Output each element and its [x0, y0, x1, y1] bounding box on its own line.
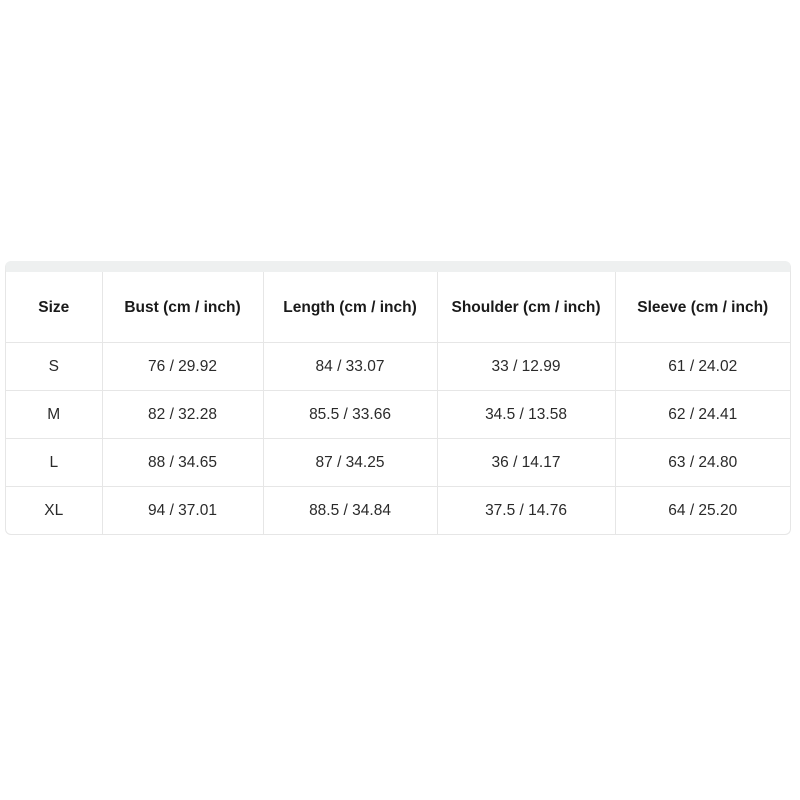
sleeve-cell: 61 / 24.02: [615, 343, 790, 391]
sleeve-cell: 64 / 25.20: [668, 501, 738, 519]
length-cell: 84 / 33.07: [263, 343, 437, 391]
column-header-shoulder: Shoulder (cm / inch): [437, 272, 615, 343]
length-cell: 87 / 34.25: [263, 439, 437, 487]
bust-cell: 76 / 29.92: [102, 343, 263, 391]
table-row: [6, 439, 790, 487]
size-cell: XL: [6, 487, 102, 535]
column-header-size: Size: [6, 272, 102, 343]
bust-cell: 94 / 37.01: [102, 487, 263, 535]
size-chart-container: [5, 261, 791, 535]
shoulder-cell: 37.5 / 14.76: [437, 487, 615, 535]
bust-cell: 88 / 34.65: [102, 439, 263, 487]
shoulder-cell: 33 / 12.99: [437, 343, 615, 391]
size-chart-table: [6, 272, 790, 534]
table-row: [6, 487, 790, 535]
header-row: [6, 272, 790, 343]
table-row: [6, 391, 790, 439]
column-header-bust: Bust (cm / inch): [102, 272, 263, 343]
bust-cell: 82 / 32.28: [102, 391, 263, 439]
column-header-sleeve: Sleeve (cm / inch): [615, 272, 790, 343]
shoulder-cell: 36 / 14.17: [437, 439, 615, 487]
table-row: [6, 343, 790, 391]
size-cell: S: [6, 343, 102, 391]
size-cell: M: [6, 391, 102, 439]
shoulder-cell: 34.5 / 13.58: [437, 391, 615, 439]
length-cell: 85.5 / 33.66: [263, 391, 437, 439]
sleeve-cell: 63 / 24.80: [615, 439, 790, 487]
length-cell: 88.5 / 34.84: [263, 487, 437, 535]
sleeve-cell: 62 / 24.41: [615, 391, 790, 439]
column-header-length: Length (cm / inch): [263, 272, 437, 343]
size-cell: L: [6, 439, 102, 487]
